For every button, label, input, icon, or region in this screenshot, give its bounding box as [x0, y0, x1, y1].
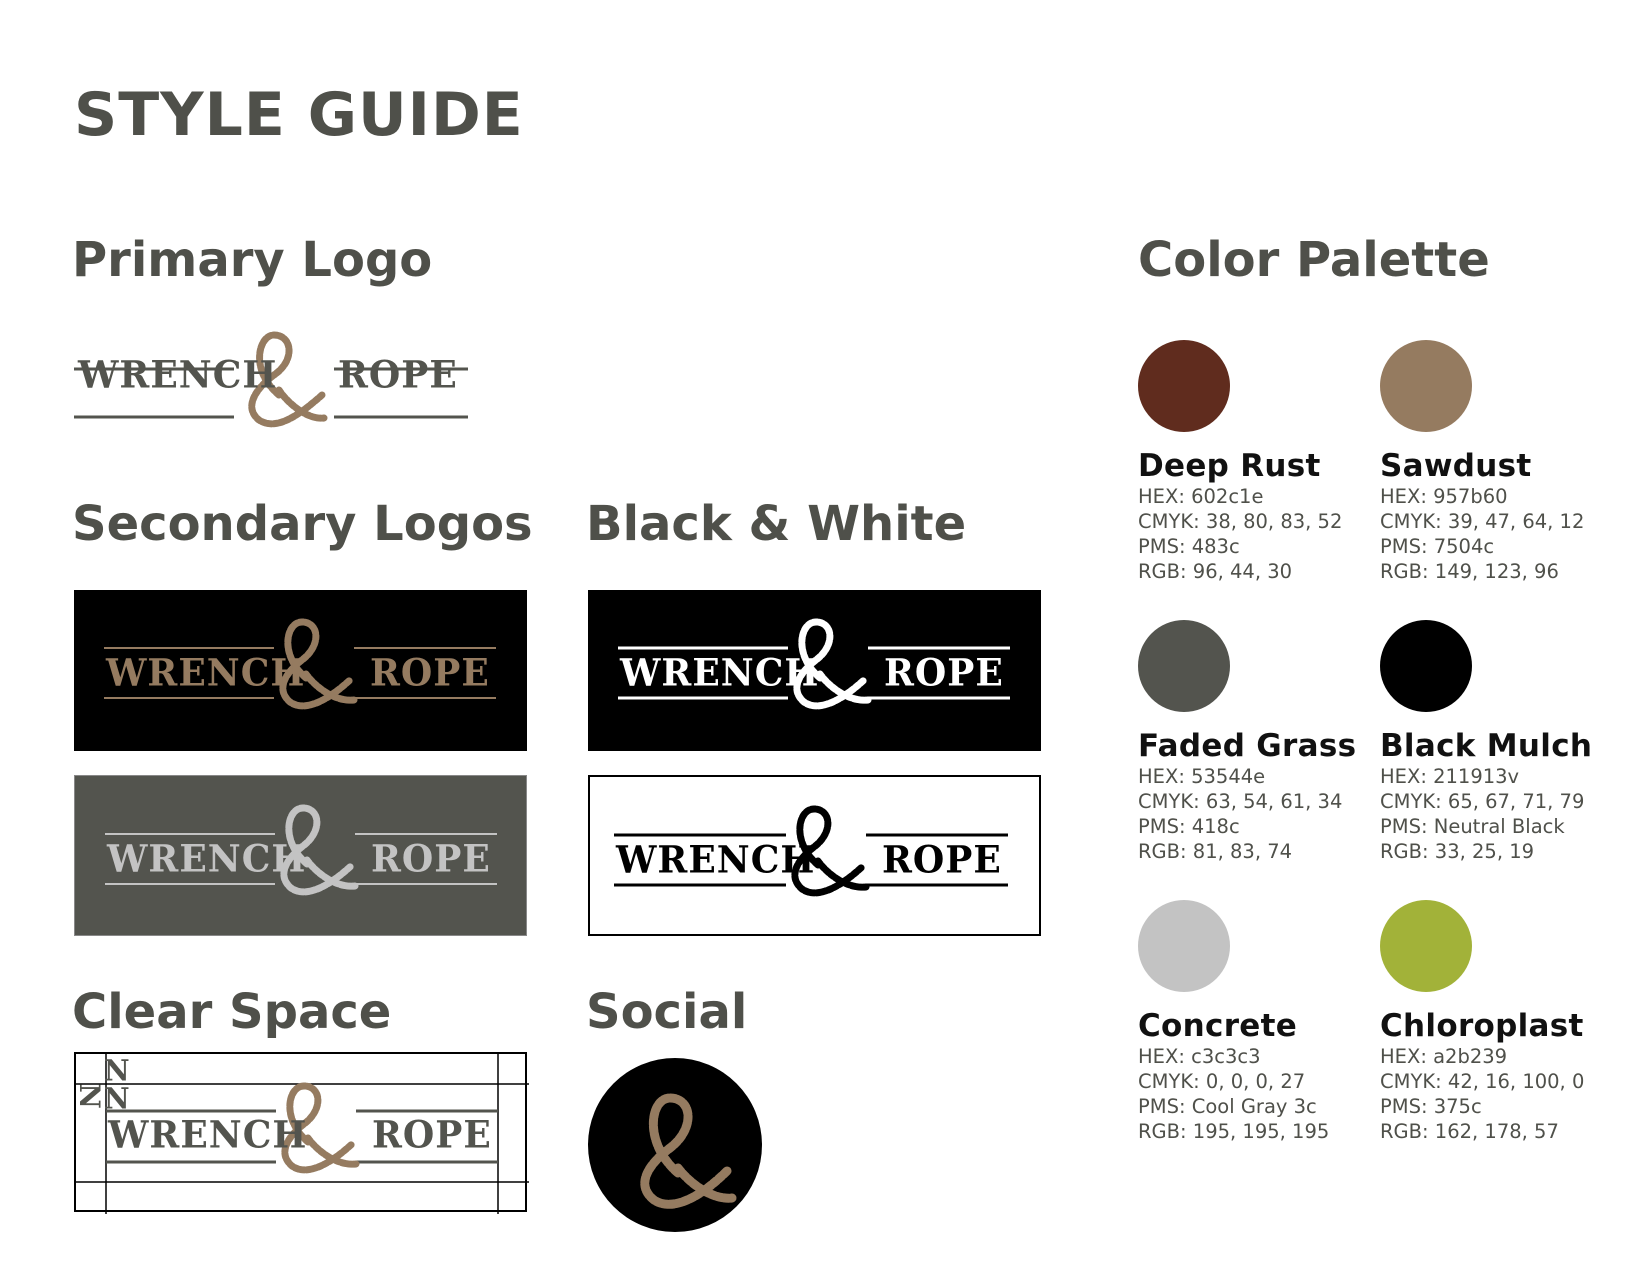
swatch-black-mulch [1380, 620, 1610, 864]
swatch-sawdust [1380, 340, 1610, 584]
primary-logo [74, 330, 474, 450]
logo-wordmark-right: ROPE [338, 352, 458, 398]
logo-wordmark-right: ROPE [372, 1112, 492, 1158]
logo-wordmark-left: WRENCH [616, 837, 816, 883]
clear-space-marker-top: N [104, 1053, 131, 1088]
clear-space-marker-bottom: N [104, 1081, 131, 1116]
social-heading: Social [586, 984, 748, 1040]
swatch-hex: HEX: 53544e [1138, 765, 1266, 788]
swatch-name: Faded Grass [1138, 728, 1357, 764]
swatch-hex: HEX: a2b239 [1380, 1045, 1508, 1068]
logo-wordmark-left: WRENCH [106, 650, 306, 696]
swatch-circle [1380, 620, 1472, 712]
swatch-name: Deep Rust [1138, 448, 1321, 484]
swatch-circle [1138, 900, 1230, 992]
swatch-cmyk: CMYK: 65, 67, 71, 79 [1380, 790, 1585, 813]
swatch-pms: PMS: Neutral Black [1380, 815, 1565, 838]
swatch-circle [1380, 900, 1472, 992]
swatch-circle [1138, 340, 1230, 432]
swatch-pms: PMS: Cool Gray 3c [1138, 1095, 1317, 1118]
bw-logo-black [588, 590, 1041, 751]
page-title: STYLE GUIDE [74, 80, 524, 150]
swatch-name: Black Mulch [1380, 728, 1593, 764]
swatch-rgb: RGB: 33, 25, 19 [1380, 840, 1535, 863]
secondary-logo-black [74, 590, 527, 751]
swatch-circle [1138, 620, 1230, 712]
secondary-logo-gray [74, 775, 527, 936]
clear-space-diagram [74, 1052, 527, 1212]
swatch-faded-grass [1138, 620, 1368, 864]
swatch-cmyk: CMYK: 63, 54, 61, 34 [1138, 790, 1343, 813]
swatch-hex: HEX: 602c1e [1138, 485, 1264, 508]
swatch-rgb: RGB: 81, 83, 74 [1138, 840, 1293, 863]
logo-wordmark-right: ROPE [371, 836, 491, 882]
swatch-cmyk: CMYK: 39, 47, 64, 12 [1380, 510, 1585, 533]
swatch-pms: PMS: 7504c [1380, 535, 1495, 558]
swatch-pms: PMS: 418c [1138, 815, 1240, 838]
logo-wordmark-right: ROPE [370, 650, 490, 696]
swatch-circle [1380, 340, 1472, 432]
swatch-cmyk: CMYK: 0, 0, 0, 27 [1138, 1070, 1306, 1093]
swatch-rgb: RGB: 162, 178, 57 [1380, 1120, 1559, 1143]
swatch-rgb: RGB: 195, 195, 195 [1138, 1120, 1330, 1143]
black-white-heading: Black & White [586, 496, 967, 552]
swatch-hex: HEX: 957b60 [1380, 485, 1508, 508]
swatch-rgb: RGB: 149, 123, 96 [1380, 560, 1559, 583]
swatch-name: Chloroplast [1380, 1008, 1584, 1044]
swatch-rgb: RGB: 96, 44, 30 [1138, 560, 1293, 583]
swatch-name: Concrete [1138, 1008, 1298, 1044]
swatch-pms: PMS: 483c [1138, 535, 1240, 558]
swatch-hex: HEX: c3c3c3 [1138, 1045, 1261, 1068]
clear-space-heading: Clear Space [72, 984, 392, 1040]
swatch-cmyk: CMYK: 42, 16, 100, 0 [1380, 1070, 1585, 1093]
rope-ampersand-icon [588, 1058, 762, 1232]
primary-logo-heading: Primary Logo [72, 232, 433, 288]
swatch-chloroplast [1380, 900, 1610, 1144]
secondary-logos-heading: Secondary Logos [72, 496, 533, 552]
logo-wordmark-left: WRENCH [620, 650, 820, 696]
bw-logo-white [588, 775, 1041, 936]
swatch-hex: HEX: 211913v [1380, 765, 1520, 788]
swatch-pms: PMS: 375c [1380, 1095, 1482, 1118]
swatch-concrete [1138, 900, 1368, 1144]
logo-wordmark-right: ROPE [884, 650, 1004, 696]
social-avatar [588, 1058, 762, 1232]
clear-space-marker-side: N [72, 1083, 106, 1110]
color-palette-heading: Color Palette [1138, 232, 1490, 288]
swatch-name: Sawdust [1380, 448, 1532, 484]
logo-wordmark-right: ROPE [882, 837, 1002, 883]
logo-wordmark-left: WRENCH [78, 352, 278, 398]
swatch-cmyk: CMYK: 38, 80, 83, 52 [1138, 510, 1343, 533]
logo-wordmark-left: WRENCH [108, 1112, 308, 1158]
logo-wordmark-left: WRENCH [107, 836, 307, 882]
swatch-deep-rust [1138, 340, 1368, 584]
